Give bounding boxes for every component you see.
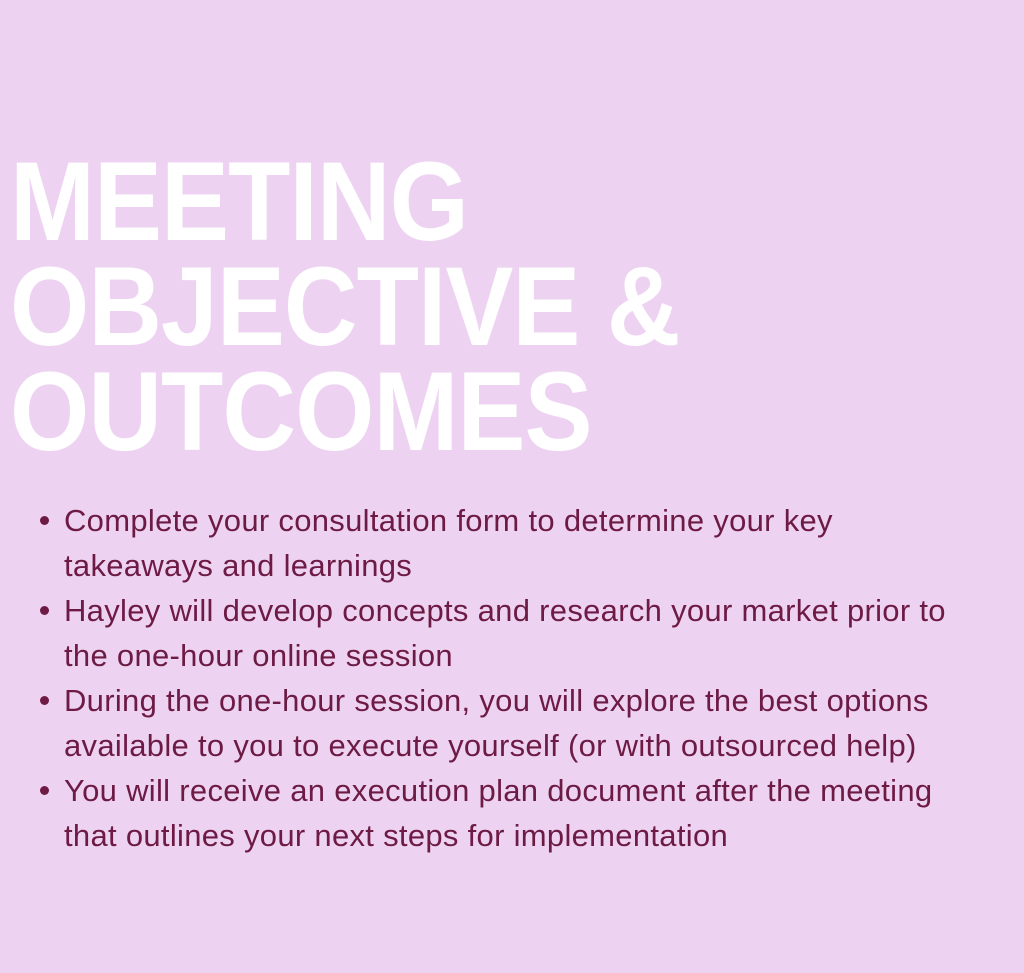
bullet-text: During the one-hour session, you will explore the best options available to you to execute yourself (or with outsourced help) xyxy=(64,683,929,763)
page-title-line-1: MEETING xyxy=(10,139,468,265)
list-item xyxy=(40,498,969,588)
list-item xyxy=(40,588,969,678)
bullet-icon xyxy=(40,696,49,705)
bullet-icon xyxy=(40,516,49,525)
bullet-text: You will receive an execution plan document after the meeting that outlines your next steps for implementation xyxy=(64,773,933,853)
bullet-text: Hayley will develop concepts and research your market prior to the one-hour online session xyxy=(64,593,946,673)
bullet-icon xyxy=(40,786,49,795)
bullet-text: Complete your consultation form to determine your key takeaways and learnings xyxy=(64,503,833,583)
page-title xyxy=(10,139,680,475)
page-title-line-2: OBJECTIVE & xyxy=(10,244,680,370)
list-item xyxy=(40,768,969,858)
list-item xyxy=(40,678,969,768)
bullet-icon xyxy=(40,606,49,615)
bullet-list xyxy=(40,498,969,858)
page-title-line-3: OUTCOMES xyxy=(10,349,592,475)
